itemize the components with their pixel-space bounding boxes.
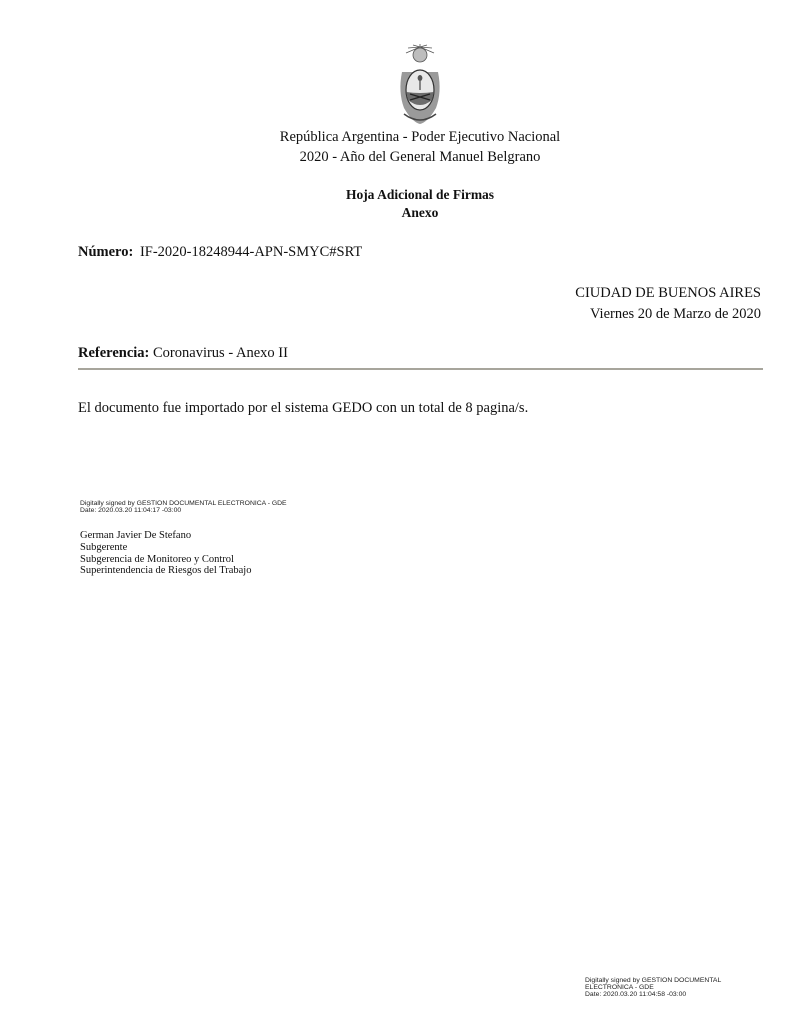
document-subtitle: Anexo bbox=[401, 205, 439, 220]
numero-row bbox=[78, 243, 362, 261]
digital-signature-stamp-1 bbox=[80, 500, 287, 514]
numero-value: IF-2020-18248944-APN-SMYC#SRT bbox=[139, 244, 363, 260]
signer-block bbox=[80, 530, 251, 577]
header-line-2: 2020 - Año del General Manuel Belgrano bbox=[299, 149, 541, 165]
signature-2-line-1: Digitally signed by GESTION DOCUMENTAL bbox=[585, 977, 722, 984]
signature-2-line-2: ELECTRONICA - GDE bbox=[585, 984, 654, 991]
referencia-label: Referencia: bbox=[78, 345, 150, 361]
signature-1-signed-by: Digitally signed by GESTION DOCUMENTAL ELECTRONICA - GDE bbox=[80, 500, 287, 507]
signature-1-date: Date: 2020.03.20 11:04:17 -03:00 bbox=[80, 507, 182, 514]
argentina-coat-of-arms-icon bbox=[394, 44, 446, 128]
digital-signature-stamp-2 bbox=[585, 977, 721, 998]
signer-name: German Javier De Stefano bbox=[80, 530, 192, 541]
signature-2-line-3: Date: 2020.03.20 11:04:58 -03:00 bbox=[585, 991, 687, 998]
city: CIUDAD DE BUENOS AIRES bbox=[575, 285, 761, 301]
signer-organization: Superintendencia de Riesgos del Trabajo bbox=[80, 565, 252, 577]
document-title: Hoja Adicional de Firmas bbox=[345, 187, 495, 202]
numero-label: Número: bbox=[78, 244, 134, 260]
document-date: Viernes 20 de Marzo de 2020 bbox=[589, 306, 761, 322]
referencia-row bbox=[78, 344, 288, 362]
referencia-value: Coronavirus - Anexo II bbox=[153, 345, 288, 361]
signer-department: Subgerencia de Monitoreo y Control bbox=[80, 553, 234, 565]
signer-role: Subgerente bbox=[80, 541, 128, 553]
body-paragraph: El documento fue importado por el sistema GEDO con un total de 8 pagina/s. bbox=[78, 400, 529, 416]
divider bbox=[78, 368, 763, 370]
header-line-1: República Argentina - Poder Ejecutivo Nacional bbox=[279, 129, 561, 145]
